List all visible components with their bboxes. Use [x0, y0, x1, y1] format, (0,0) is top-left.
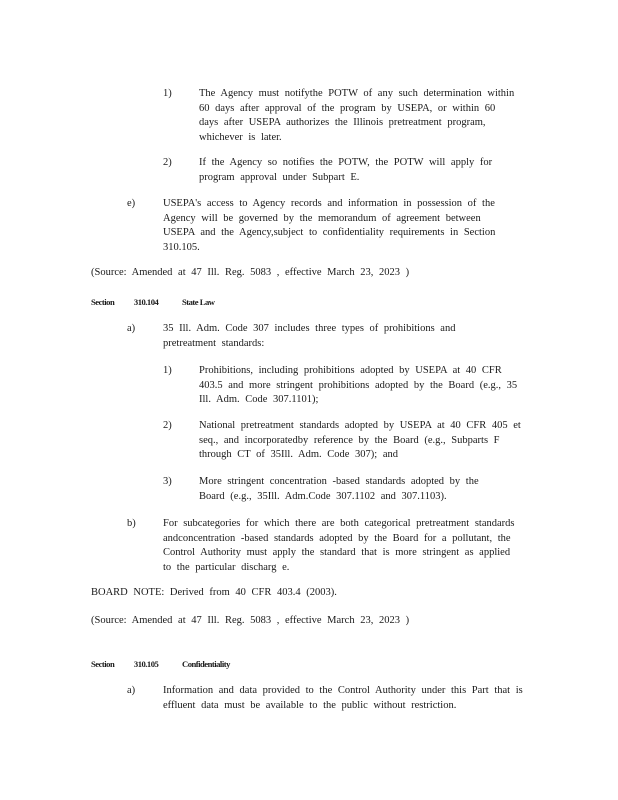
- section-heading: [91, 297, 214, 308]
- item-text: Prohibitions, including prohibitions adopted by USEPA at 40 CFR 403.5 and more stringent prohibitions adopted by the Board (e.g., 35 Ill. Adm. Code 307.1101);: [199, 365, 518, 406]
- item-label: a): [127, 685, 136, 696]
- item-label: 2): [163, 420, 172, 431]
- section-title: Confidentiality: [181, 659, 230, 669]
- item-label: e): [127, 198, 136, 209]
- item-label: 1): [163, 88, 172, 99]
- item-text: National pretreatment standards adopted by USEPA at 40 CFR 405 et seq., and incorporatedby reference by the Board (e.g., Subparts F through CT of 35Ill. Adm. Code 307); and: [199, 420, 521, 461]
- item-text: For subcategories for which there are both categorical pretreatment standards andconcentration -based standards adopted by the Board for a pollutant, the Control Authority must apply the standard that is more stringent as applied to the particular discharg e.: [163, 518, 515, 573]
- item-label: 1): [163, 365, 172, 376]
- board-note: BOARD NOTE: Derived from 40 CFR 403.4 (2003).: [91, 587, 337, 598]
- item-text: The Agency must notifythe POTW of any such determination within 60 days after approval of the program by USEPA, or within 60 days after USEPA authorizes the Illinois pretreatment program, whichever is later.: [199, 88, 515, 143]
- source-note: (Source: Amended at 47 Ill. Reg. 5083 , effective March 23, 2023 ): [91, 615, 410, 626]
- section-title: State Law: [181, 297, 215, 307]
- section-number: 310.105: [133, 659, 159, 669]
- item-text: USEPA's access to Agency records and information in possession of the Agency will be governed by the memorandum of agreement between USEPA and the Agency,subject to confidentiality requirements in Section 310.105.: [163, 198, 496, 253]
- item-label: b): [127, 518, 136, 529]
- item-text: If the Agency so notifies the POTW, the POTW will apply for program approval under Subpart E.: [199, 157, 493, 183]
- section-heading: [91, 659, 230, 670]
- item-text: 35 Ill. Adm. Code 307 includes three types of prohibitions and pretreatment standards:: [163, 323, 456, 349]
- section-word: Section: [91, 297, 115, 307]
- source-note: (Source: Amended at 47 Ill. Reg. 5083 , effective March 23, 2023 ): [91, 267, 410, 278]
- item-label: 2): [163, 157, 172, 168]
- item-label: 3): [163, 476, 172, 487]
- section-number: 310.104: [133, 297, 159, 307]
- item-text: More stringent concentration -based standards adopted by the Board (e.g., 35Ill. Adm.Code 307.1102 and 307.1103).: [199, 476, 479, 502]
- item-label: a): [127, 323, 136, 334]
- section-word: Section: [91, 659, 115, 669]
- item-text: Information and data provided to the Control Authority under this Part that is effluent data must be available to the public without restriction.: [163, 685, 523, 711]
